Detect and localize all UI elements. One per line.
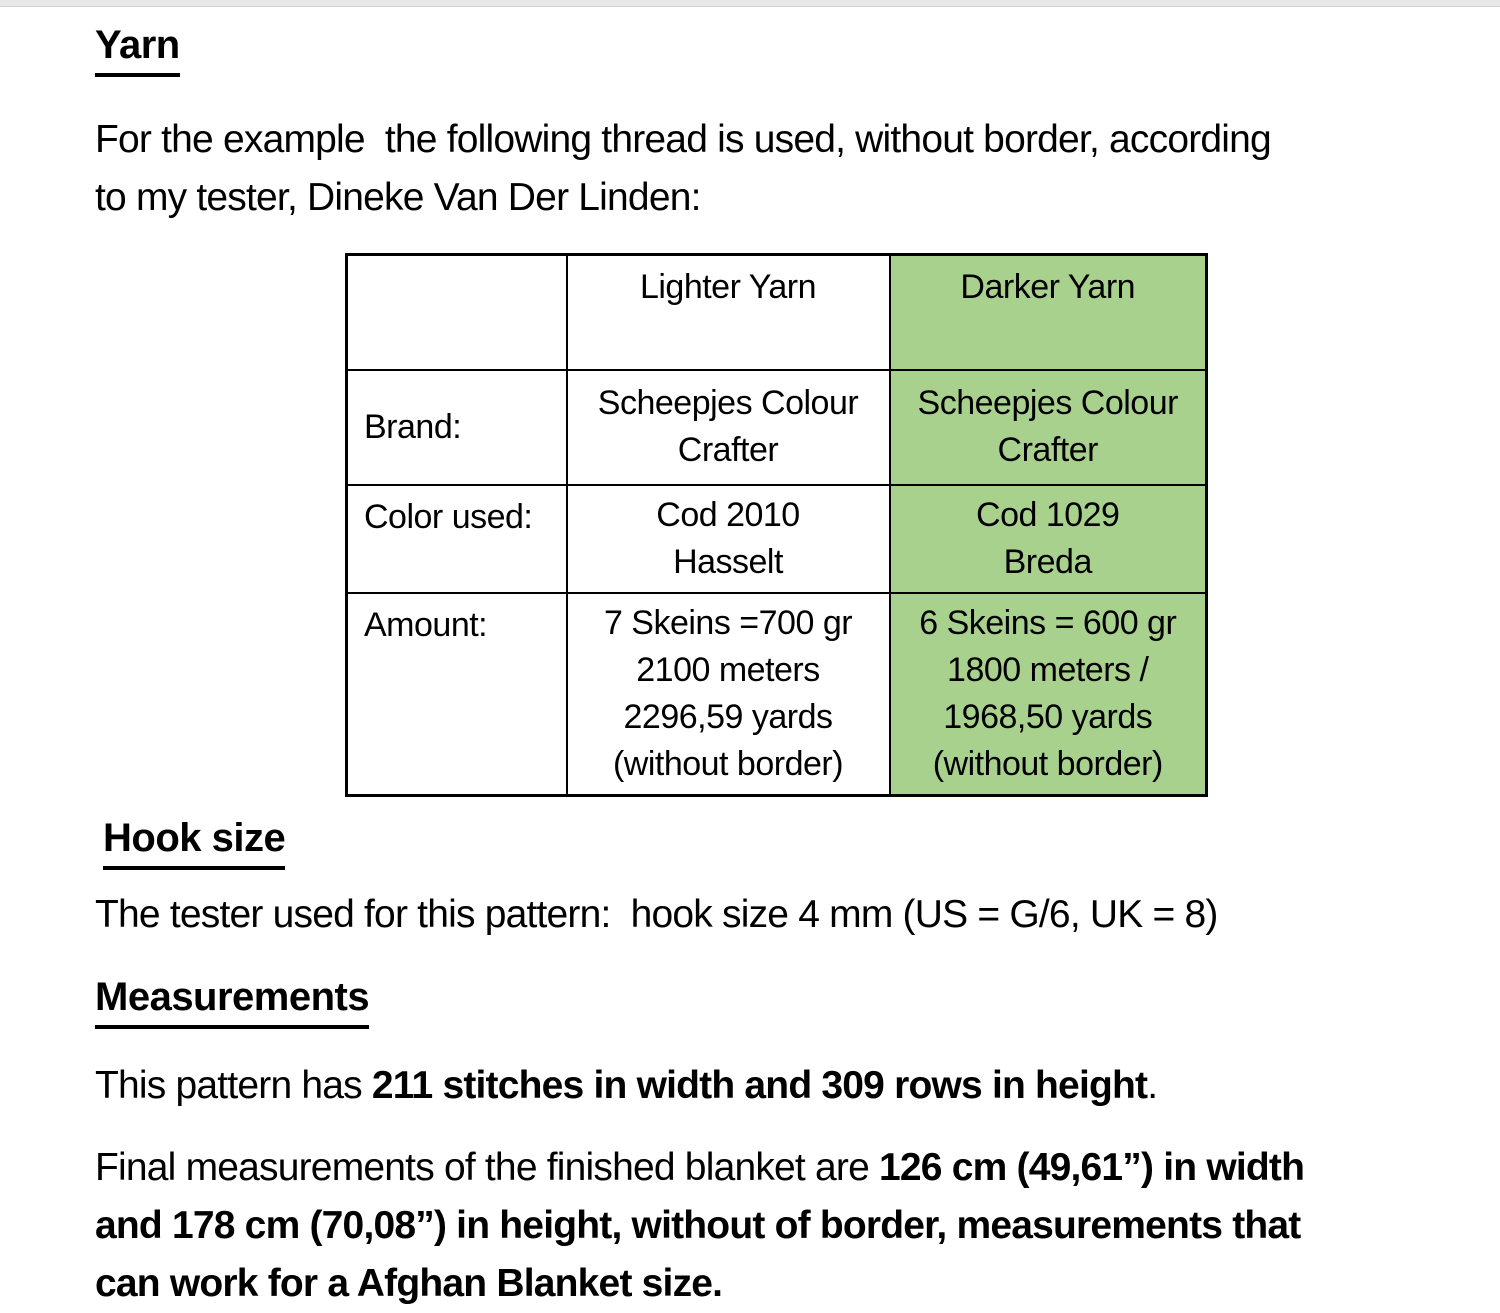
table-row-color-used: [347, 485, 1207, 593]
stitch-count-normal-text: This pattern has: [95, 1063, 372, 1107]
table-row-amount: [347, 593, 1207, 796]
amount-label-cell: Amount:: [347, 593, 567, 796]
measurements-heading-text: Measurements: [95, 974, 369, 1029]
amount-lighter-cell: 7 Skeins =700 gr 2100 meters 2296,59 yards (without border): [567, 593, 890, 796]
yarn-heading: [95, 22, 1450, 77]
yarn-intro-line-2: to my tester, Dineke Van Der Linden:: [95, 176, 701, 219]
final-measurements-bold-line-3: can work for a Afghan Blanket size.: [95, 1261, 723, 1305]
final-measurements-paragraph: [95, 1139, 1450, 1313]
yarn-intro-line-1: For the example the following thread is used, without border, according: [95, 118, 1271, 161]
final-measurements-bold-line-2: and 178 cm (70,08”) in height, without of border, measurements that: [95, 1203, 1301, 1247]
brand-lighter-cell: Scheepjes Colour Crafter: [567, 370, 890, 485]
color-used-lighter-cell: Cod 2010 Hasselt: [567, 485, 890, 593]
brand-label-cell: Brand:: [347, 370, 567, 485]
hook-size-heading-text: Hook size: [103, 815, 285, 870]
color-used-label-cell: Color used:: [347, 485, 567, 593]
amount-darker-cell: 6 Skeins = 600 gr 1800 meters / 1968,50 yards (without border): [890, 593, 1207, 796]
final-measurements-bold-line-1: 126 cm (49,61”) in width: [879, 1145, 1305, 1189]
color-used-darker-cell: Cod 1029 Breda: [890, 485, 1207, 593]
header-cell-lighter-yarn: Lighter Yarn: [567, 255, 890, 370]
yarn-intro-paragraph: [95, 111, 1450, 227]
yarn-table: [345, 253, 1208, 797]
table-header-row: [347, 255, 1207, 370]
measurements-heading: [95, 974, 1450, 1029]
final-measurements-normal-text: Final measurements of the finished blanket are: [95, 1145, 880, 1189]
top-border-bar: [0, 0, 1500, 7]
header-cell-darker-yarn: Darker Yarn: [890, 255, 1207, 370]
stitch-count-period: .: [1147, 1063, 1158, 1107]
stitch-count-bold-text: 211 stitches in width and 309 rows in height: [371, 1063, 1148, 1107]
stitch-count-paragraph: [95, 1057, 1450, 1115]
hook-size-heading: [95, 815, 1450, 870]
header-cell-empty: [347, 255, 567, 370]
brand-darker-cell: Scheepjes Colour Crafter: [890, 370, 1207, 485]
hook-size-paragraph: The tester used for this pattern: hook size 4 mm (US = G/6, UK = 8): [95, 892, 1218, 936]
yarn-heading-text: Yarn: [95, 22, 180, 77]
table-row-brand: [347, 370, 1207, 485]
